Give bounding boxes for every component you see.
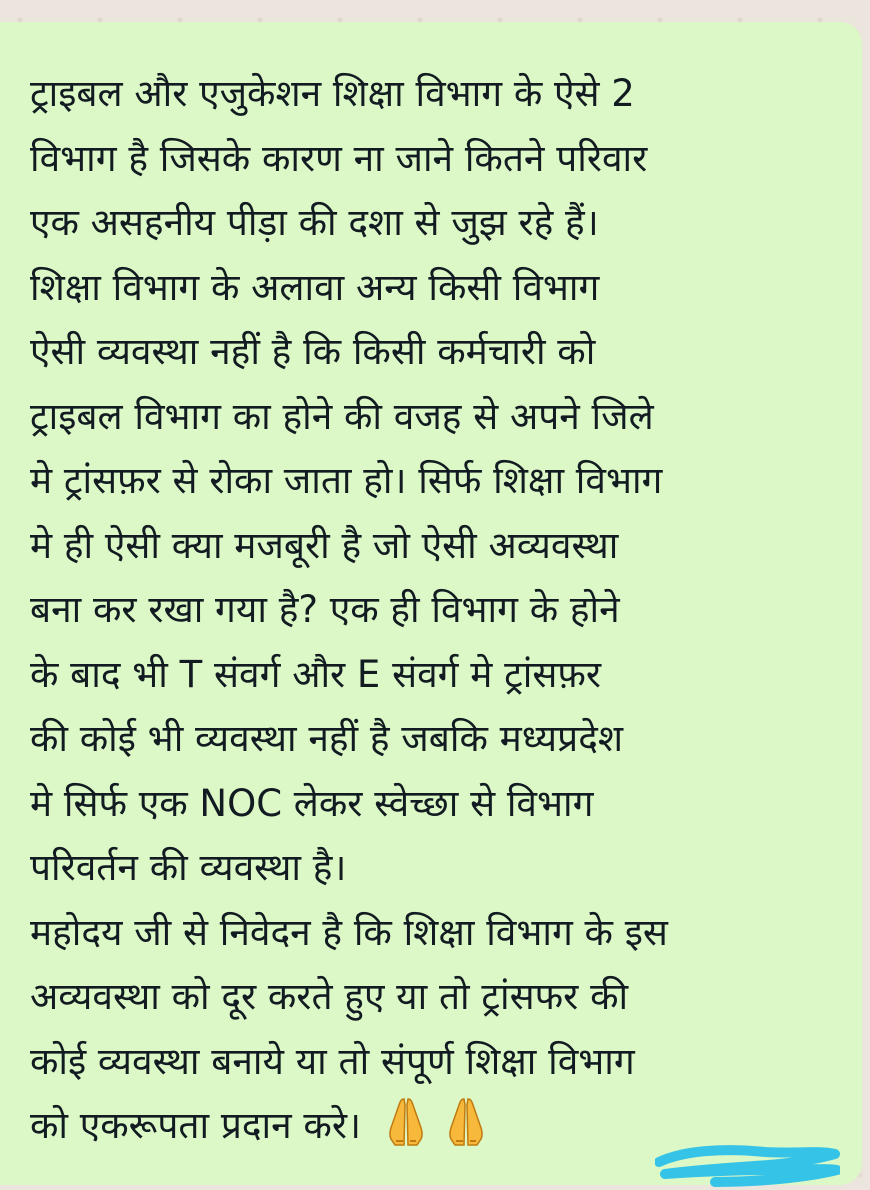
message-line: अव्यवस्था को दूर करते हुए या तो ट्रांसफर की — [30, 975, 629, 1018]
emoji-row — [369, 1095, 489, 1160]
message-line: कोई व्यवस्था बनाये या तो संपूर्ण शिक्षा विभाग — [30, 1039, 635, 1083]
message-line: शिक्षा विभाग के अलावा अन्य किसी विभाग — [30, 265, 600, 309]
message-line: ऐसी व्यवस्था नहीं है कि किसी कर्मचारी को — [30, 330, 596, 373]
folded-hands-icon — [383, 1095, 429, 1147]
message-line: मे ट्रांसफ़र से रोका जाता हो। सिर्फ शिक्षा विभाग — [30, 459, 663, 502]
message-line: मे ही ऐसी क्या मजबूरी है जो ऐसी अव्यवस्था — [30, 523, 619, 567]
message-line: को एकरूपता प्रदान करे। — [30, 1104, 361, 1147]
message-text — [30, 62, 850, 1159]
message-line: मे सिर्फ एक NOC लेकर स्वेच्छा से विभाग — [30, 781, 594, 825]
message-line: विभाग है जिसके कारण ना जाने कितने परिवार — [30, 136, 648, 180]
folded-hands-icon — [443, 1095, 489, 1147]
message-line: की कोई भी व्यवस्था नहीं है जबकि मध्यप्रदेश — [30, 717, 624, 760]
message-line: के बाद भी T संवर्ग और E संवर्ग मे ट्रांसफ़र — [30, 652, 602, 696]
message-line: ट्राइबल और एजुकेशन शिक्षा विभाग के ऐसे 2 — [30, 72, 635, 115]
message-line: एक असहनीय पीड़ा की दशा से जुझ रहे हैं। — [30, 201, 599, 244]
message-line: ट्राइबल विभाग का होने की वजह से अपने जिले — [30, 394, 654, 438]
message-bubble[interactable] — [0, 22, 862, 1185]
message-line: महोदय जी से निवेदन है कि शिक्षा विभाग के इस — [30, 910, 668, 954]
message-line: परिवर्तन की व्यवस्था है। — [30, 846, 347, 889]
redaction-scribble — [655, 1140, 840, 1190]
message-line: बना कर रखा गया है? एक ही विभाग के होने — [30, 588, 620, 631]
